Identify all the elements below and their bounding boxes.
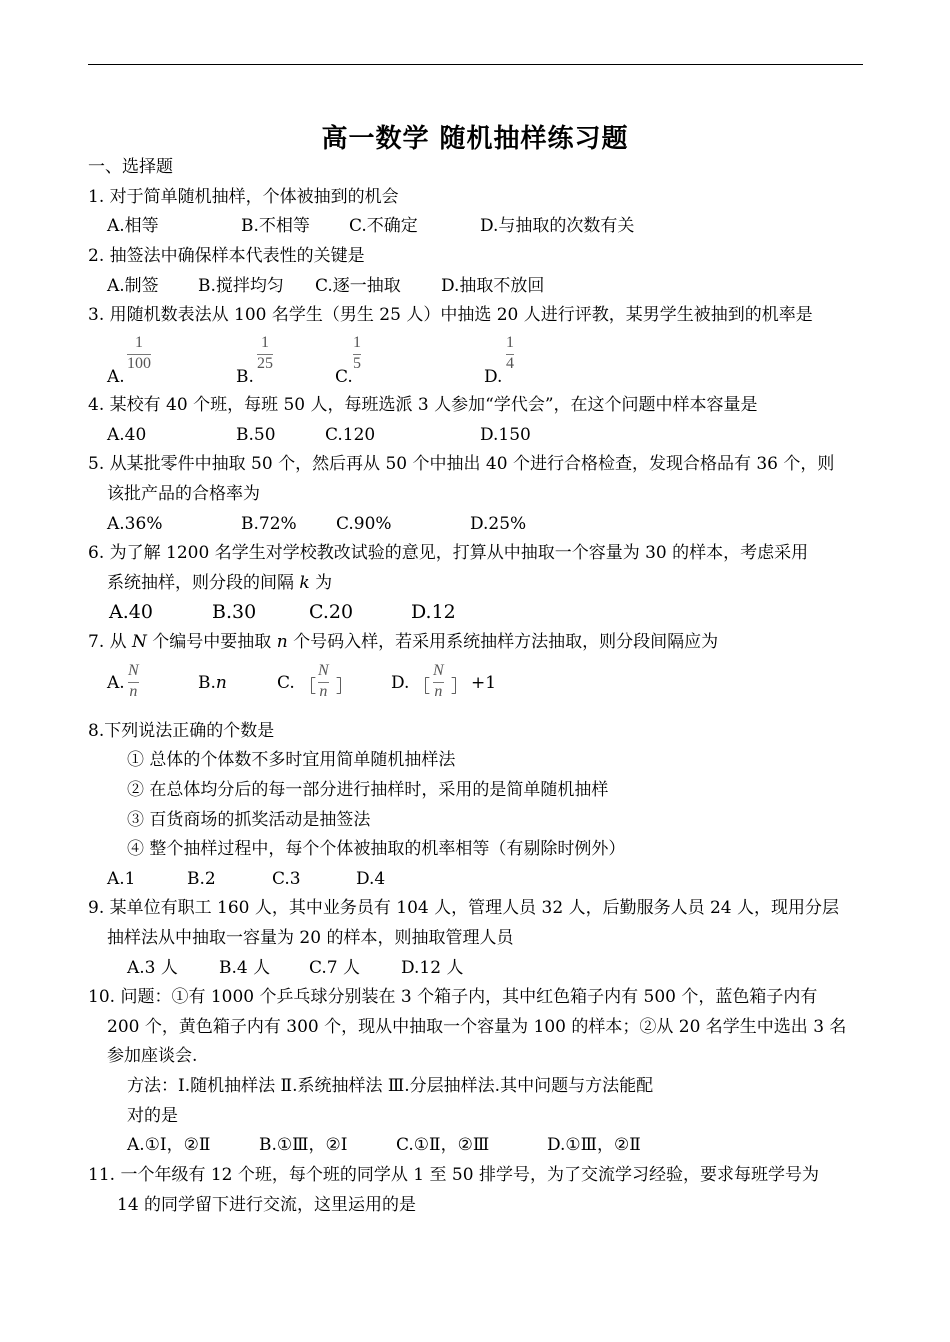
q9-option-b: B.4 人	[219, 958, 271, 978]
q3-option-b: B.	[236, 367, 254, 387]
q6-option-c: C.20	[309, 601, 354, 623]
q4-stem: 4. 某校有 40 个班，每班 50 人，每班选派 3 人参加“学代会”，在这个问题中样本容量是	[88, 395, 758, 415]
q2-option-a: A.制签	[107, 276, 159, 296]
q7-fraction-a: N n	[128, 662, 139, 700]
q3-stem: 3. 用随机数表法从 100 名学生（男生 25 人）中抽选 20 人进行评教，某男学生被抽到的机率是	[88, 305, 813, 325]
q5-option-b: B.72%	[241, 514, 297, 534]
q10-stem-line2: 200 个，黄色箱子内有 300 个，现从中抽取一个容量为 100 的样本；②从 20 名学生中选出 3 名	[107, 1017, 847, 1037]
q8-stem: 8.下列说法正确的个数是	[88, 721, 275, 741]
q8-option-c: C.3	[272, 869, 301, 889]
q7-c-right-bracket: ］	[336, 677, 353, 697]
q6-stem-line2: 系统抽样，则分段的间隔 k 为	[107, 573, 333, 593]
q10-method-line1: 方法：Ⅰ.随机抽样法 Ⅱ.系统抽样法 Ⅲ.分层抽样法.其中问题与方法能配	[127, 1076, 654, 1096]
q3-option-d: D.	[484, 367, 503, 387]
q10-option-b: B.①Ⅲ，②Ⅰ	[259, 1135, 348, 1155]
q3-option-a: A.	[107, 367, 125, 387]
q7-d-left-bracket: ［	[413, 677, 430, 697]
q6-stem-line1: 6. 为了解 1200 名学生对学校教改试验的意见，打算从中抽取一个容量为 30 的样本，考虑采用	[88, 543, 809, 563]
q1-option-a: A.相等	[107, 216, 159, 236]
q7-d-plus-one: +1	[471, 673, 497, 693]
q8-statement-3: ③ 百货商场的抓奖活动是抽签法	[127, 810, 371, 830]
q4-option-a: A.40	[107, 425, 147, 445]
page-title: 高一数学 随机抽样练习题	[321, 124, 629, 154]
q7-option-a: A.	[107, 673, 125, 693]
q10-option-c: C.①Ⅱ，②Ⅲ	[396, 1135, 490, 1155]
q4-option-d: D.150	[480, 425, 531, 445]
q2-option-b: B.搅拌均匀	[198, 276, 284, 296]
q3-option-c: C.	[335, 367, 353, 387]
q4-option-c: C.120	[325, 425, 376, 445]
q7-c-left-bracket: ［	[299, 677, 316, 697]
q9-option-c: C.7 人	[309, 958, 361, 978]
q7-fraction-c: N n	[318, 662, 329, 700]
q11-stem-line1: 11. 一个年级有 12 个班，每个班的同学从 1 至 50 排学号，为了交流学习经验，要求每班学号为	[88, 1165, 819, 1185]
q7-option-b: B.n	[198, 673, 227, 693]
q3-fraction-b: 1 25	[257, 334, 273, 372]
q7-option-c: C.	[277, 673, 295, 693]
q3-fraction-a: 1 100	[127, 334, 151, 372]
q10-option-d: D.①Ⅲ，②Ⅱ	[547, 1135, 641, 1155]
q10-option-a: A.①Ⅰ，②Ⅱ	[127, 1135, 211, 1155]
q5-stem-line2: 该批产品的合格率为	[107, 484, 260, 504]
q7-d-right-bracket: ］	[451, 677, 468, 697]
q7-option-d: D.	[391, 673, 410, 693]
header-rule	[88, 64, 863, 65]
q10-stem-line3: 参加座谈会.	[107, 1046, 198, 1066]
q1-option-b: B.不相等	[241, 216, 310, 236]
q8-statement-1: ① 总体的个体数不多时宜用简单随机抽样法	[127, 750, 456, 770]
q10-stem-line1: 10. 问题：①有 1000 个乒乓球分别装在 3 个箱子内，其中红色箱子内有 500 个，蓝色箱子内有	[88, 987, 818, 1007]
q7-stem: 7. 从 N 个编号中要抽取 n 个号码入样，若采用系统抽样方法抽取，则分段间隔应为	[88, 632, 719, 652]
q8-option-b: B.2	[187, 869, 216, 889]
q6-option-b: B.30	[212, 601, 257, 623]
q2-option-d: D.抽取不放回	[441, 276, 545, 296]
section-heading: 一、选择题	[88, 157, 173, 177]
q5-option-c: C.90%	[336, 514, 392, 534]
q8-statement-4: ④ 整个抽样过程中，每个个体被抽取的机率相等（有剔除时例外）	[127, 839, 626, 859]
q9-stem-line1: 9. 某单位有职工 160 人，其中业务员有 104 人，管理人员 32 人，后勤服务人员 24 人，现用分层	[88, 898, 840, 918]
q9-option-d: D.12 人	[401, 958, 464, 978]
q5-stem-line1: 5. 从某批零件中抽取 50 个，然后再从 50 个中抽出 40 个进行合格检查，发现合格品有 36 个，则	[88, 454, 835, 474]
q9-stem-line2: 抽样法从中抽取一容量为 20 的样本，则抽取管理人员	[107, 928, 514, 948]
q1-option-d: D.与抽取的次数有关	[480, 216, 635, 236]
q5-option-a: A.36%	[107, 514, 163, 534]
q6-option-a: A.40	[109, 601, 153, 623]
q3-fraction-c: 1 5	[353, 334, 361, 372]
q2-stem: 2. 抽签法中确保样本代表性的关键是	[88, 246, 365, 266]
q8-option-a: A.1	[107, 869, 136, 889]
q10-method-line2: 对的是	[127, 1106, 178, 1126]
q3-fraction-d: 1 4	[506, 334, 514, 372]
q9-option-a: A.3 人	[127, 958, 178, 978]
q7-fraction-d: N n	[433, 662, 444, 700]
q6-option-d: D.12	[411, 601, 456, 623]
q1-stem: 1. 对于简单随机抽样，个体被抽到的机会	[88, 187, 399, 207]
q1-option-c: C.不确定	[349, 216, 418, 236]
q8-statement-2: ② 在总体均分后的每一部分进行抽样时，采用的是简单随机抽样	[127, 780, 609, 800]
q2-option-c: C.逐一抽取	[315, 276, 401, 296]
q4-option-b: B.50	[236, 425, 276, 445]
q8-option-d: D.4	[356, 869, 386, 889]
q5-option-d: D.25%	[470, 514, 527, 534]
q11-stem-line2: 14 的同学留下进行交流，这里运用的是	[117, 1195, 417, 1215]
